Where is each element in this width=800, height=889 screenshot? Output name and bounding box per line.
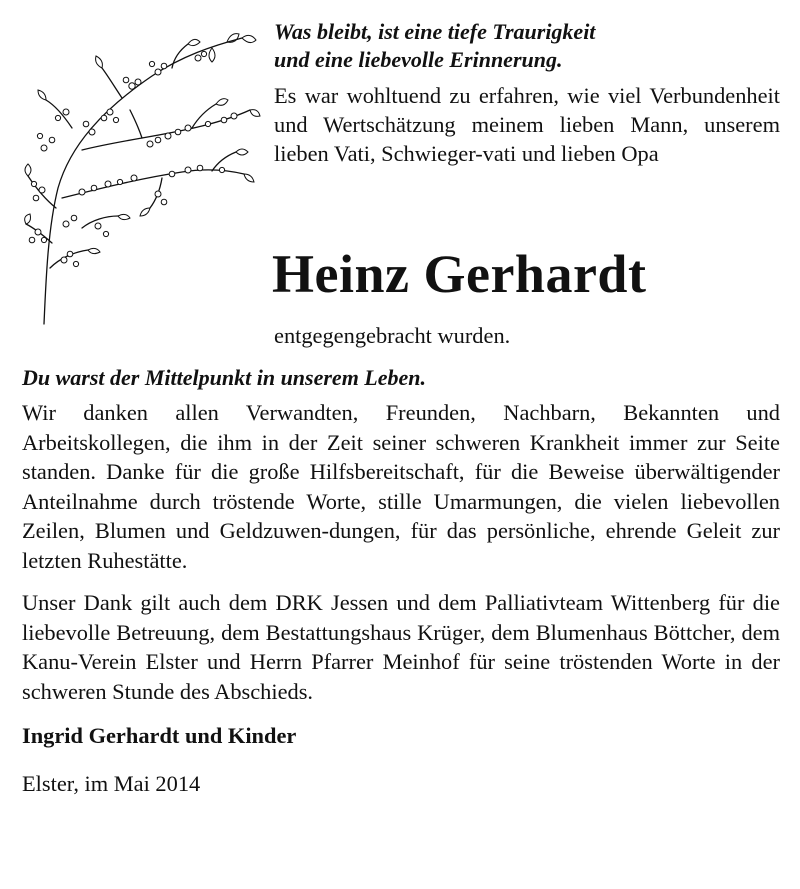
quote-line-2: und eine liebevolle Erinnerung. (274, 47, 563, 72)
main-text-block (22, 364, 780, 798)
thanks-paragraph-1: Wir danken allen Verwandten, Freunden, Nachbarn, Bekannten und Arbeitskollegen, die ihm in der Zeit seiner schweren Krankheit immer zur Seite standen. Danke für die große Hilfsbereitschaft, für die Beweise überwältigender Anteilnahme durch tröstende Worte, stille Umarmungen, die vielen liebevollen Zeilen, Blumen und Geldzuwen-dungen, für das persönliche, ehrende Geleit zur letzten Ruhestätte. (22, 400, 780, 573)
thanks-paragraph-2: Unser Dank gilt auch dem DRK Jessen und dem Palliativteam Wittenberg für die liebevolle Betreuung, dem Bestattungshaus Krüger, dem Blumenhaus Böttcher, dem Kanu-Verein Elster und Herrn Pfarrer Meinhof für seine tröstenden Worte in der schweren Stunde des Abschieds. (22, 590, 780, 704)
intro-text: Es war wohltuend zu erfahren, wie viel Verbundenheit und Wertschätzung meinem lieben Mann, unserem lieben Vati, Schwieger-vati und lieben Opa (274, 83, 780, 166)
deceased-name: Heinz Gerhardt (272, 244, 647, 304)
flowering-branch-icon (22, 28, 262, 328)
header-text-block (274, 18, 780, 168)
motto: Du warst der Mittelpunkt in unserem Leben. (22, 365, 427, 390)
signature: Ingrid Gerhardt und Kinder (22, 723, 297, 748)
place-date: Elster, im Mai 2014 (22, 771, 201, 796)
quote-line-1: Was bleibt, ist eine tiefe Traurigkeit (274, 19, 596, 44)
after-name-text: entgegengebracht wurden. (274, 323, 511, 348)
